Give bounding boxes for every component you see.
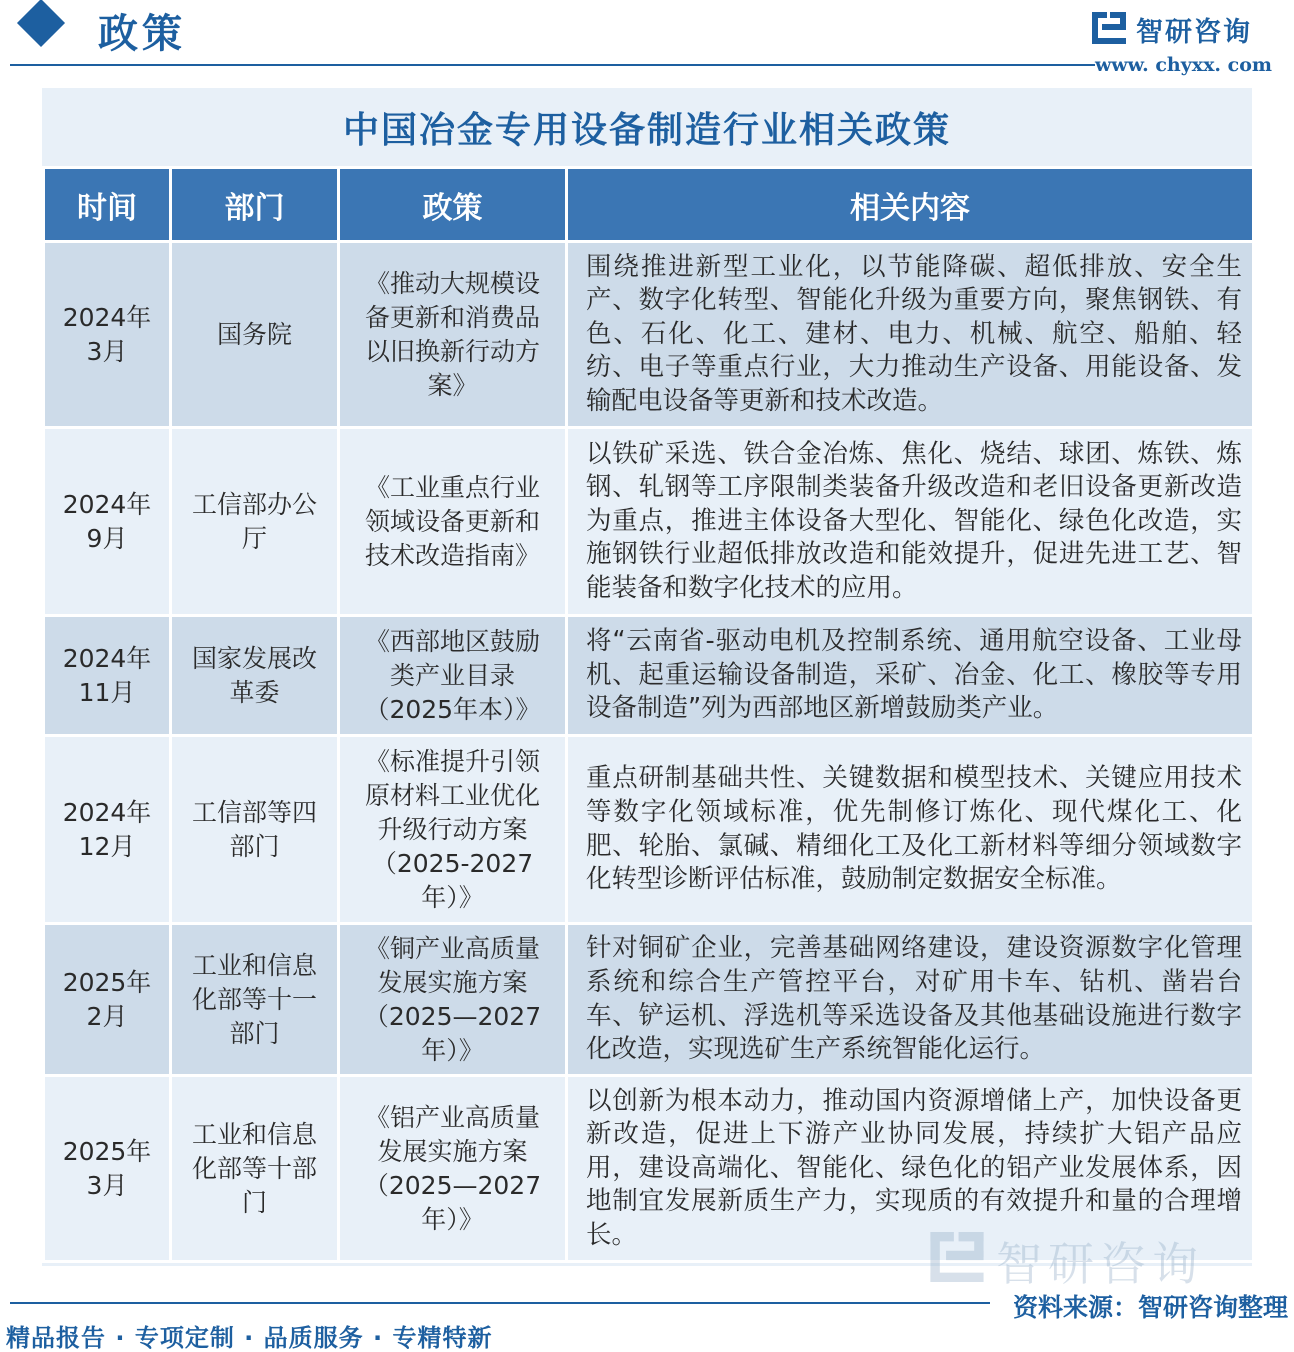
footer-tagline: 精品报告 · 专项定制 · 品质服务 · 专精特新 — [6, 1324, 493, 1352]
cell-content: 将“云南省-驱动电机及控制系统、通用航空设备、工业母机、起重运输设备制造，采矿、冶金、化工、橡胶等专用设备制造”列为西部地区新增鼓励类产业。 — [567, 616, 1254, 736]
table-header-row — [44, 168, 1254, 242]
table-row — [44, 736, 1254, 924]
source-note: 资料来源：智研咨询整理 — [1012, 1293, 1288, 1322]
brand-name: 智研咨询 — [1136, 17, 1252, 48]
cell-date: 2024年11月 — [44, 616, 171, 736]
cell-date: 2025年2月 — [44, 924, 171, 1076]
cell-dept: 国务院 — [171, 242, 339, 428]
table-row — [44, 616, 1254, 736]
table-row — [44, 428, 1254, 616]
cell-policy: 《西部地区鼓励类产业目录（2025年本）》 — [339, 616, 567, 736]
watermark-logo-icon — [930, 1232, 984, 1282]
cell-dept: 国家发展改革委 — [171, 616, 339, 736]
column-header-policy: 政策 — [339, 168, 567, 242]
cell-policy: 《标准提升引领原材料工业优化升级行动方案（2025-2027年）》 — [339, 736, 567, 924]
column-header-date: 时间 — [44, 168, 171, 242]
page-header — [0, 0, 1294, 90]
column-header-dept: 部门 — [171, 168, 339, 242]
cell-dept: 工业和信息化部等十部门 — [171, 1076, 339, 1262]
cell-date: 2024年3月 — [44, 242, 171, 428]
cell-dept: 工业和信息化部等十一部门 — [171, 924, 339, 1076]
cell-policy: 《推动大规模设备更新和消费品以旧换新行动方案》 — [339, 242, 567, 428]
table-row — [44, 924, 1254, 1076]
diamond-icon — [17, 0, 65, 47]
cell-content: 针对铜矿企业，完善基础网络建设，建设资源数字化管理系统和综合生产管控平台，对矿用卡车、钻机、凿岩台车、铲运机、浮选机等采选设备及其他基础设施进行数字化改造，实现选矿生产系统智能化运行。 — [567, 924, 1254, 1076]
column-header-content: 相关内容 — [567, 168, 1254, 242]
cell-date: 2024年12月 — [44, 736, 171, 924]
watermark — [930, 1228, 1260, 1291]
footer-divider — [10, 1302, 990, 1304]
cell-content: 重点研制基础共性、关键数据和模型技术、关键应用技术等数字化领域标准，优先制修订炼化、现代煤化工、化肥、轮胎、氯碱、精细化工及化工新材料等细分领域数字化转型诊断评估标准，鼓励制定数据安全标准。 — [567, 736, 1254, 924]
brand-url: www. chyxx. com — [1094, 54, 1272, 76]
watermark-text: 智研咨询 — [996, 1237, 1204, 1291]
cell-content: 围绕推进新型工业化，以节能降碳、超低排放、安全生产、数字化转型、智能化升级为重要方向，聚焦钢铁、有色、石化、化工、建材、电力、机械、航空、船舶、轻纺、电子等重点行业，大力推动生产设备、用能设备、发输配电设备等更新和技术改造。 — [567, 242, 1254, 428]
cell-date: 2025年3月 — [44, 1076, 171, 1262]
policy-panel — [42, 88, 1252, 1266]
table-title: 中国冶金专用设备制造行业相关政策 — [342, 109, 951, 151]
cell-date: 2024年9月 — [44, 428, 171, 616]
cell-dept: 工信部办公厅 — [171, 428, 339, 616]
header-divider — [10, 64, 1095, 66]
cell-policy: 《铝产业高质量发展实施方案（2025—2027年）》 — [339, 1076, 567, 1262]
section-title: 政策 — [98, 10, 186, 57]
cell-policy: 《工业重点行业领域设备更新和技术改造指南》 — [339, 428, 567, 616]
policy-table — [42, 166, 1255, 1263]
brand-logo-icon — [1092, 12, 1126, 44]
cell-content: 以铁矿采选、铁合金冶炼、焦化、烧结、球团、炼铁、炼钢、轧钢等工序限制类装备升级改造和老旧设备更新改造为重点，推进主体设备大型化、智能化、绿色化改造，实施钢铁行业超低排放改造和能效提升，促进先进工艺、智能装备和数字化技术的应用。 — [567, 428, 1254, 616]
brand-block — [1092, 6, 1272, 76]
cell-dept: 工信部等四部门 — [171, 736, 339, 924]
table-row — [44, 242, 1254, 428]
cell-policy: 《铜产业高质量发展实施方案（2025—2027年）》 — [339, 924, 567, 1076]
cell-content: 以创新为根本动力，推动国内资源增储上产，加快设备更新改造，促进上下游产业协同发展，持续扩大铝产品应用，建设高端化、智能化、绿色化的铝产业发展体系，因地制宜发展新质生产力，实现质的有效提升和量的合理增长。 — [567, 1076, 1254, 1262]
